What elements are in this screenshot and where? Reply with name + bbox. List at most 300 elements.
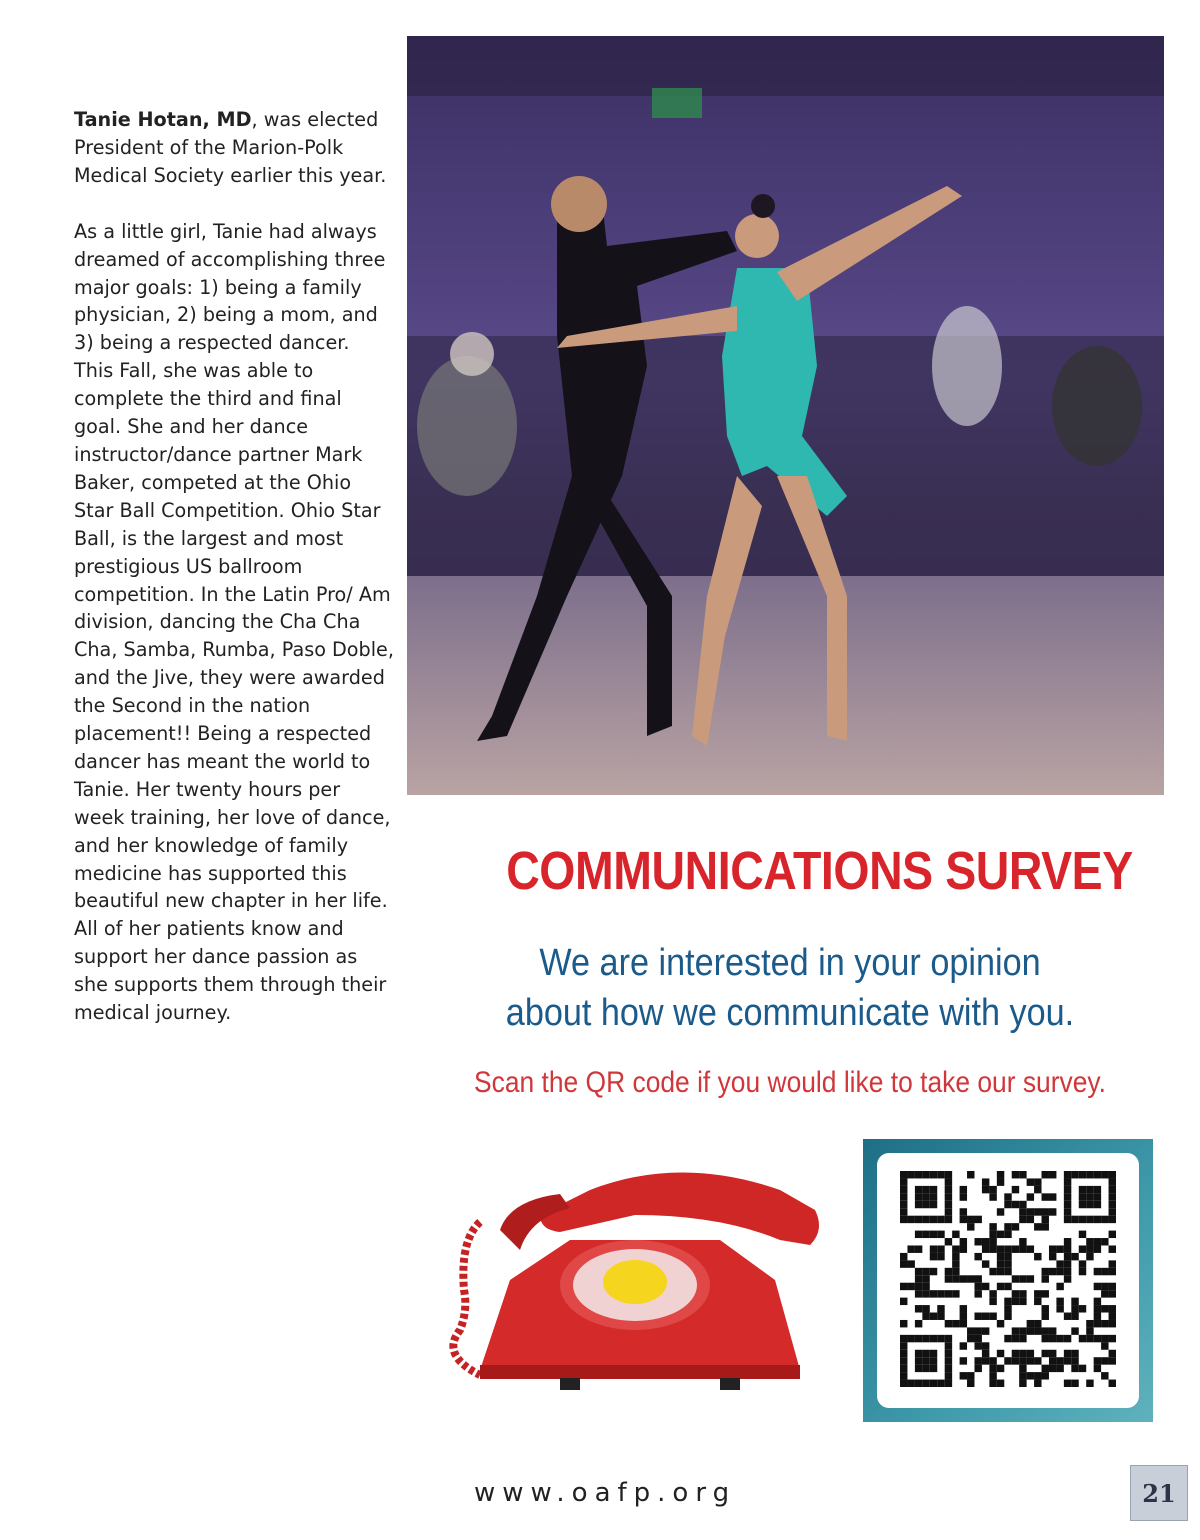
- qr-module: [1079, 1245, 1086, 1252]
- qr-module: [1101, 1290, 1108, 1297]
- qr-module: [937, 1290, 944, 1297]
- qr-module: [1049, 1327, 1056, 1334]
- qr-module: [989, 1380, 996, 1387]
- qr-module: [982, 1186, 989, 1193]
- qr-module: [1027, 1245, 1034, 1252]
- qr-module: [900, 1216, 907, 1223]
- qr-module: [945, 1357, 952, 1364]
- qr-module: [1056, 1335, 1063, 1342]
- qr-module: [1086, 1380, 1093, 1387]
- qr-module: [900, 1298, 907, 1305]
- qr-module: [1079, 1365, 1086, 1372]
- qr-module: [1101, 1268, 1108, 1275]
- qr-module: [915, 1193, 922, 1200]
- qr-module: [1101, 1305, 1108, 1312]
- qr-module: [1034, 1357, 1041, 1364]
- qr-module: [907, 1216, 914, 1223]
- qr-module: [945, 1238, 952, 1245]
- qr-module: [1101, 1238, 1108, 1245]
- qr-module: [915, 1231, 922, 1238]
- qr-module: [1027, 1350, 1034, 1357]
- qr-module: [960, 1320, 967, 1327]
- qr-module: [1064, 1208, 1071, 1215]
- qr-module: [945, 1268, 952, 1275]
- qr-module: [997, 1171, 1004, 1178]
- qr-module: [1079, 1216, 1086, 1223]
- qr-module: [1094, 1335, 1101, 1342]
- qr-module: [1064, 1245, 1071, 1252]
- qr-module: [1109, 1178, 1116, 1185]
- qr-module: [937, 1313, 944, 1320]
- qr-module: [967, 1216, 974, 1223]
- qr-module: [982, 1238, 989, 1245]
- qr-module: [997, 1245, 1004, 1252]
- qr-module: [1042, 1171, 1049, 1178]
- qr-module: [915, 1350, 922, 1357]
- qr-module: [1109, 1335, 1116, 1342]
- qr-module: [900, 1335, 907, 1342]
- qr-module: [922, 1283, 929, 1290]
- qr-module: [997, 1231, 1004, 1238]
- qr-module: [1064, 1260, 1071, 1267]
- qr-module: [982, 1350, 989, 1357]
- qr-module: [1079, 1260, 1086, 1267]
- article-intro-text: , was elected President of the Marion-Polk Medical Society earlier this year.: [74, 108, 387, 187]
- qr-module: [982, 1245, 989, 1252]
- qr-module: [900, 1365, 907, 1372]
- qr-module: [1034, 1208, 1041, 1215]
- qr-module: [922, 1365, 929, 1372]
- qr-module: [1004, 1193, 1011, 1200]
- qr-module: [997, 1208, 1004, 1215]
- qr-module: [1094, 1320, 1101, 1327]
- qr-module: [930, 1350, 937, 1357]
- qr-module: [907, 1283, 914, 1290]
- qr-module: [1109, 1186, 1116, 1193]
- qr-module: [1004, 1253, 1011, 1260]
- qr-module: [922, 1380, 929, 1387]
- qr-module: [922, 1313, 929, 1320]
- qr-module: [982, 1313, 989, 1320]
- qr-module: [1101, 1357, 1108, 1364]
- qr-module: [1109, 1320, 1116, 1327]
- qr-module: [900, 1380, 907, 1387]
- qr-module: [1109, 1357, 1116, 1364]
- qr-module: [930, 1216, 937, 1223]
- qr-module: [1109, 1260, 1116, 1267]
- qr-module: [1101, 1216, 1108, 1223]
- qr-module: [937, 1380, 944, 1387]
- survey-subtitle: [475, 938, 1105, 1038]
- qr-module: [937, 1231, 944, 1238]
- qr-module: [1071, 1298, 1078, 1305]
- qr-module: [1027, 1193, 1034, 1200]
- qr-module: [952, 1260, 959, 1267]
- qr-module: [1056, 1268, 1063, 1275]
- qr-module: [945, 1186, 952, 1193]
- qr-module: [960, 1357, 967, 1364]
- qr-module: [989, 1298, 996, 1305]
- qr-module: [930, 1335, 937, 1342]
- qr-module: [1019, 1208, 1026, 1215]
- qr-module: [1071, 1365, 1078, 1372]
- qr-module: [1034, 1298, 1041, 1305]
- qr-module: [1086, 1216, 1093, 1223]
- qr-module: [1101, 1320, 1108, 1327]
- qr-module: [1109, 1290, 1116, 1297]
- qr-module: [1027, 1216, 1034, 1223]
- qr-module: [967, 1372, 974, 1379]
- qr-module: [915, 1357, 922, 1364]
- qr-module: [900, 1283, 907, 1290]
- qr-module: [1086, 1171, 1093, 1178]
- qr-module: [900, 1357, 907, 1364]
- qr-module: [1086, 1201, 1093, 1208]
- qr-module: [1079, 1186, 1086, 1193]
- qr-module: [937, 1216, 944, 1223]
- qr-module: [974, 1253, 981, 1260]
- qr-module: [1071, 1350, 1078, 1357]
- qr-module: [900, 1178, 907, 1185]
- qr-module: [1109, 1208, 1116, 1215]
- qr-module: [1056, 1283, 1063, 1290]
- qr-module: [960, 1193, 967, 1200]
- qr-module: [1071, 1216, 1078, 1223]
- qr-module: [960, 1313, 967, 1320]
- qr-module: [1064, 1178, 1071, 1185]
- qr-module: [1109, 1231, 1116, 1238]
- qr-module: [1071, 1305, 1078, 1312]
- qr-module: [1064, 1171, 1071, 1178]
- qr-module: [1027, 1275, 1034, 1282]
- qr-module: [1094, 1193, 1101, 1200]
- qr-module: [1079, 1335, 1086, 1342]
- qr-module: [915, 1380, 922, 1387]
- qr-module: [1034, 1178, 1041, 1185]
- qr-module: [1086, 1327, 1093, 1334]
- qr-module: [1056, 1298, 1063, 1305]
- qr-module: [1064, 1380, 1071, 1387]
- qr-module: [930, 1171, 937, 1178]
- qr-module: [907, 1380, 914, 1387]
- qr-module: [922, 1231, 929, 1238]
- qr-module: [1012, 1290, 1019, 1297]
- qr-code-card: [877, 1153, 1139, 1408]
- qr-module: [915, 1245, 922, 1252]
- qr-module: [1019, 1171, 1026, 1178]
- qr-module: [1042, 1372, 1049, 1379]
- qr-module: [1027, 1357, 1034, 1364]
- qr-module: [1004, 1305, 1011, 1312]
- qr-module: [989, 1365, 996, 1372]
- qr-module: [974, 1365, 981, 1372]
- qr-module: [1004, 1231, 1011, 1238]
- qr-module: [945, 1372, 952, 1379]
- qr-module: [1101, 1342, 1108, 1349]
- qr-module: [974, 1335, 981, 1342]
- qr-module: [1042, 1193, 1049, 1200]
- qr-module: [1004, 1335, 1011, 1342]
- qr-module: [930, 1365, 937, 1372]
- footer-url[interactable]: www.oafp.org: [474, 1478, 737, 1508]
- qr-module: [1064, 1238, 1071, 1245]
- qr-module: [945, 1201, 952, 1208]
- qr-module: [907, 1245, 914, 1252]
- qr-module: [915, 1320, 922, 1327]
- qr-module: [922, 1350, 929, 1357]
- qr-module: [922, 1357, 929, 1364]
- qr-module: [1094, 1365, 1101, 1372]
- qr-module: [1034, 1372, 1041, 1379]
- qr-module: [997, 1350, 1004, 1357]
- qr-module: [907, 1335, 914, 1342]
- qr-module: [1079, 1193, 1086, 1200]
- qr-module: [952, 1320, 959, 1327]
- qr-module: [1019, 1357, 1026, 1364]
- qr-module: [1004, 1313, 1011, 1320]
- qr-module: [945, 1342, 952, 1349]
- page-number: 21: [1130, 1465, 1188, 1521]
- qr-module: [960, 1186, 967, 1193]
- qr-module: [945, 1365, 952, 1372]
- qr-module: [930, 1290, 937, 1297]
- qr-module: [900, 1186, 907, 1193]
- qr-module: [1004, 1201, 1011, 1208]
- qr-module: [945, 1208, 952, 1215]
- qr-module: [1101, 1372, 1108, 1379]
- qr-code-icon[interactable]: [900, 1171, 1116, 1387]
- qr-module: [1071, 1380, 1078, 1387]
- qr-module: [1019, 1290, 1026, 1297]
- survey-subtitle-line2: about how we communicate with you.: [505, 992, 1075, 1034]
- qr-module: [960, 1208, 967, 1215]
- qr-module: [960, 1342, 967, 1349]
- article-body: As a little girl, Tanie had always dreamed of accomplishing three major goals: 1) being a family physician, 2) being a mom, and 3) being a respected dancer. This Fall, she was able to complete the third and final goal. She and her dance instructor/dance partner Mark Baker, competed at the Ohio Star Ball Competition. Ohio Star Ball, is the largest and most prestigious US ballroom competition. In the Latin Pro/ Am division, dancing the Cha Cha Cha, Samba, Rumba, Paso Doble, and the Jive, they were awarded the Second in the nation placement!! Being a respected dancer has meant the world to Tanie. Her twenty hours per week training, her love of dance, and her knowledge of family medicine has supported this beautiful new chapter in her life. All of her patients know and support her dance passion as she supports them through their medical journey.: [74, 219, 394, 1025]
- qr-module: [915, 1216, 922, 1223]
- survey-title: COMMUNICATIONS SURVEY: [506, 841, 1133, 901]
- qr-module: [997, 1260, 1004, 1267]
- qr-module: [952, 1268, 959, 1275]
- qr-module: [1027, 1178, 1034, 1185]
- qr-module: [1064, 1350, 1071, 1357]
- qr-module: [1064, 1216, 1071, 1223]
- qr-module: [1004, 1283, 1011, 1290]
- qr-module: [1019, 1380, 1026, 1387]
- qr-module: [1101, 1171, 1108, 1178]
- qr-module: [989, 1313, 996, 1320]
- qr-module: [1012, 1171, 1019, 1178]
- qr-module: [989, 1223, 996, 1230]
- qr-module: [1012, 1357, 1019, 1364]
- qr-module: [1049, 1365, 1056, 1372]
- qr-module: [974, 1238, 981, 1245]
- qr-module: [900, 1372, 907, 1379]
- qr-module: [930, 1186, 937, 1193]
- qr-module: [1019, 1327, 1026, 1334]
- qr-module: [1012, 1298, 1019, 1305]
- qr-module: [1064, 1268, 1071, 1275]
- qr-module: [1042, 1208, 1049, 1215]
- qr-module: [1042, 1216, 1049, 1223]
- qr-module: [1079, 1268, 1086, 1275]
- qr-module: [1019, 1298, 1026, 1305]
- survey-subtitle-line1: We are interested in your opinion: [539, 942, 1041, 984]
- qr-module: [1012, 1275, 1019, 1282]
- qr-module: [1019, 1245, 1026, 1252]
- qr-module: [1049, 1245, 1056, 1252]
- qr-module: [1019, 1372, 1026, 1379]
- qr-module: [900, 1193, 907, 1200]
- qr-module: [1094, 1171, 1101, 1178]
- qr-module: [997, 1283, 1004, 1290]
- qr-module: [982, 1178, 989, 1185]
- qr-module: [997, 1253, 1004, 1260]
- qr-module: [1086, 1320, 1093, 1327]
- qr-module: [1019, 1238, 1026, 1245]
- qr-module: [982, 1342, 989, 1349]
- qr-module: [952, 1231, 959, 1238]
- qr-module: [915, 1305, 922, 1312]
- qr-module: [1049, 1193, 1056, 1200]
- qr-module: [974, 1275, 981, 1282]
- qr-module: [1094, 1268, 1101, 1275]
- qr-module: [1034, 1290, 1041, 1297]
- qr-module: [900, 1208, 907, 1215]
- qr-module: [1079, 1171, 1086, 1178]
- qr-module: [1109, 1350, 1116, 1357]
- qr-module: [1094, 1245, 1101, 1252]
- qr-module: [1086, 1245, 1093, 1252]
- qr-module: [1034, 1327, 1041, 1334]
- qr-module: [922, 1290, 929, 1297]
- qr-module: [1079, 1231, 1086, 1238]
- qr-module: [1086, 1238, 1093, 1245]
- qr-module: [922, 1201, 929, 1208]
- qr-module: [997, 1268, 1004, 1275]
- qr-module: [930, 1201, 937, 1208]
- qr-module: [967, 1327, 974, 1334]
- qr-module: [1071, 1357, 1078, 1364]
- qr-module: [945, 1275, 952, 1282]
- qr-module: [989, 1290, 996, 1297]
- qr-module: [997, 1320, 1004, 1327]
- qr-module: [1064, 1253, 1071, 1260]
- qr-module: [1027, 1208, 1034, 1215]
- article-author-name: Tanie Hotan, MD: [74, 108, 252, 131]
- qr-module: [922, 1275, 929, 1282]
- qr-module: [1012, 1201, 1019, 1208]
- qr-module: [989, 1238, 996, 1245]
- qr-module: [915, 1283, 922, 1290]
- qr-module: [1064, 1193, 1071, 1200]
- qr-module: [922, 1305, 929, 1312]
- qr-module: [1027, 1372, 1034, 1379]
- qr-module: [1004, 1260, 1011, 1267]
- qr-module: [1094, 1201, 1101, 1208]
- qr-module: [900, 1342, 907, 1349]
- qr-module: [922, 1171, 929, 1178]
- qr-module: [1027, 1327, 1034, 1334]
- qr-module: [1064, 1275, 1071, 1282]
- qr-module: [1012, 1223, 1019, 1230]
- qr-module: [1019, 1365, 1026, 1372]
- qr-module: [945, 1171, 952, 1178]
- qr-module: [922, 1216, 929, 1223]
- qr-module: [1034, 1380, 1041, 1387]
- qr-module: [922, 1335, 929, 1342]
- qr-module: [1034, 1223, 1041, 1230]
- qr-module: [1064, 1335, 1071, 1342]
- qr-module: [1049, 1357, 1056, 1364]
- qr-module: [945, 1178, 952, 1185]
- qr-module: [1004, 1245, 1011, 1252]
- qr-module: [960, 1216, 967, 1223]
- qr-module: [915, 1275, 922, 1282]
- qr-module: [922, 1193, 929, 1200]
- qr-module: [1012, 1327, 1019, 1334]
- qr-module: [967, 1275, 974, 1282]
- qr-module: [1012, 1245, 1019, 1252]
- qr-module: [945, 1193, 952, 1200]
- qr-module: [1086, 1186, 1093, 1193]
- qr-module: [982, 1357, 989, 1364]
- qr-module: [1019, 1275, 1026, 1282]
- qr-module: [1109, 1313, 1116, 1320]
- qr-module: [1094, 1313, 1101, 1320]
- qr-module: [930, 1231, 937, 1238]
- qr-module: [1071, 1171, 1078, 1178]
- qr-module: [1086, 1193, 1093, 1200]
- qr-module: [1056, 1245, 1063, 1252]
- qr-module: [945, 1380, 952, 1387]
- qr-module: [989, 1186, 996, 1193]
- qr-module: [1042, 1350, 1049, 1357]
- qr-module: [982, 1283, 989, 1290]
- qr-module: [974, 1342, 981, 1349]
- qr-module: [1056, 1260, 1063, 1267]
- qr-module: [1101, 1335, 1108, 1342]
- qr-module: [1049, 1171, 1056, 1178]
- qr-module: [997, 1380, 1004, 1387]
- qr-module: [915, 1268, 922, 1275]
- qr-module: [1049, 1335, 1056, 1342]
- qr-module: [989, 1357, 996, 1364]
- qr-module: [1019, 1350, 1026, 1357]
- qr-module: [930, 1380, 937, 1387]
- article: [74, 106, 394, 1055]
- qr-module: [1012, 1186, 1019, 1193]
- qr-module: [960, 1372, 967, 1379]
- qr-module: [1094, 1305, 1101, 1312]
- qr-module: [907, 1260, 914, 1267]
- qr-module: [900, 1320, 907, 1327]
- qr-module: [1056, 1357, 1063, 1364]
- qr-module: [960, 1305, 967, 1312]
- qr-module: [1086, 1335, 1093, 1342]
- qr-module: [1079, 1201, 1086, 1208]
- qr-module: [915, 1171, 922, 1178]
- qr-module: [900, 1171, 907, 1178]
- qr-module: [1042, 1223, 1049, 1230]
- qr-module: [937, 1171, 944, 1178]
- qr-module: [1042, 1275, 1049, 1282]
- qr-module: [989, 1372, 996, 1379]
- qr-module: [989, 1231, 996, 1238]
- qr-module: [974, 1327, 981, 1334]
- qr-module: [937, 1253, 944, 1260]
- qr-module: [1094, 1216, 1101, 1223]
- qr-module: [960, 1245, 967, 1252]
